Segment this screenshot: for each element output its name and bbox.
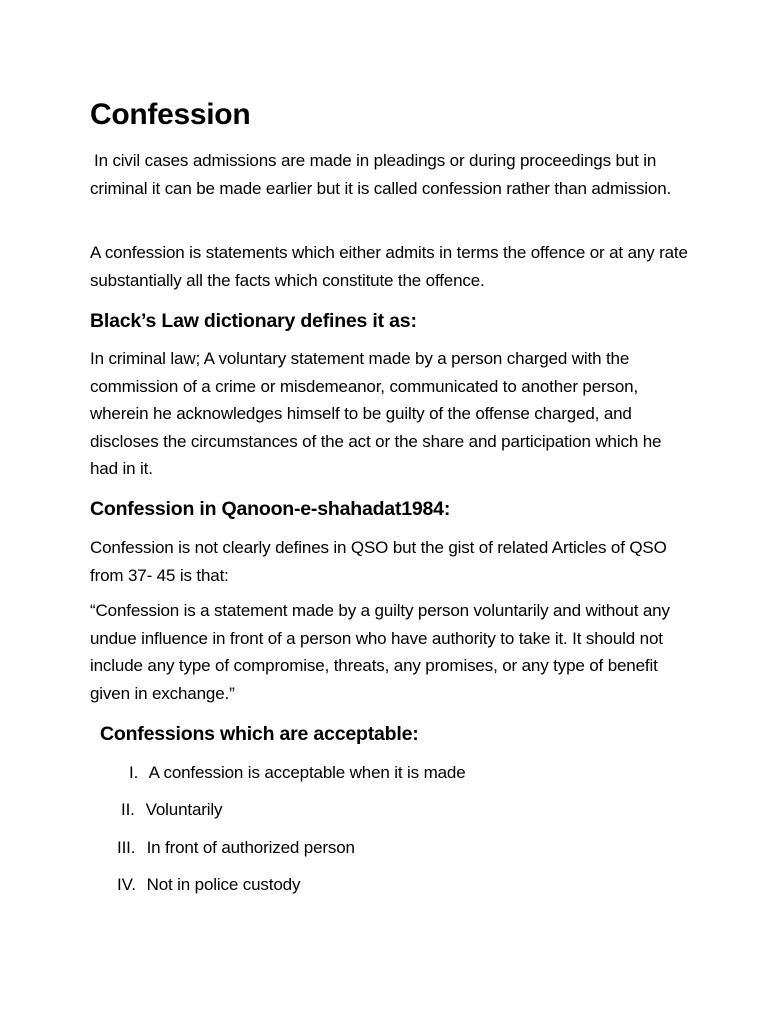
list-item-number: II. [121, 800, 135, 819]
list-item-number: III. [117, 838, 136, 857]
qso-confession-quote: “Confession is a statement made by a guilty person voluntarily and without any undue influence in front of a person who have authority to take it. It should not include any type of compromise, threats, any promises, or any type of benefit given in exchange.” [90, 601, 670, 703]
section-heading-qanoon-e-shahadat: Confession in Qanoon-e-shahadat1984: [90, 498, 451, 520]
document-title: Confession [90, 98, 251, 131]
section-heading-blacks-law: Black’s Law dictionary defines it as: [90, 310, 417, 332]
intro-paragraph-1: In civil cases admissions are made in pleadings or during proceedings but in criminal it can be made earlier but it is called confession rather than admission. [90, 151, 672, 198]
list-item-number: I. [129, 763, 139, 782]
list-item-text: Not in police custody [146, 875, 301, 894]
list-item [121, 798, 222, 822]
list-item-text: Voluntarily [145, 800, 223, 819]
section-heading-acceptable-confessions: Confessions which are acceptable: [100, 723, 419, 745]
list-item-text: A confession is acceptable when it is made [148, 763, 466, 782]
blacks-law-definition-paragraph: In criminal law; A voluntary statement made by a person charged with the commission of a crime or misdemeanor, communicated to another person, wherein he acknowledges himself to be guilty of the offense charged, and discloses the circumstances of the act or the share and participation which he had in it. [90, 349, 662, 478]
list-item [117, 873, 300, 897]
list-item [129, 761, 466, 785]
qso-gist-paragraph: Confession is not clearly defines in QSO but the gist of related Articles of QSO from 37- 45 is that: [90, 538, 667, 585]
list-item-number: IV. [117, 875, 136, 894]
intro-paragraph-2: A confession is statements which either admits in terms the offence or at any rate substantially all the facts which constitute the offence. [90, 243, 688, 290]
list-item-text: In front of authorized person [146, 838, 355, 857]
list-item [117, 836, 355, 860]
